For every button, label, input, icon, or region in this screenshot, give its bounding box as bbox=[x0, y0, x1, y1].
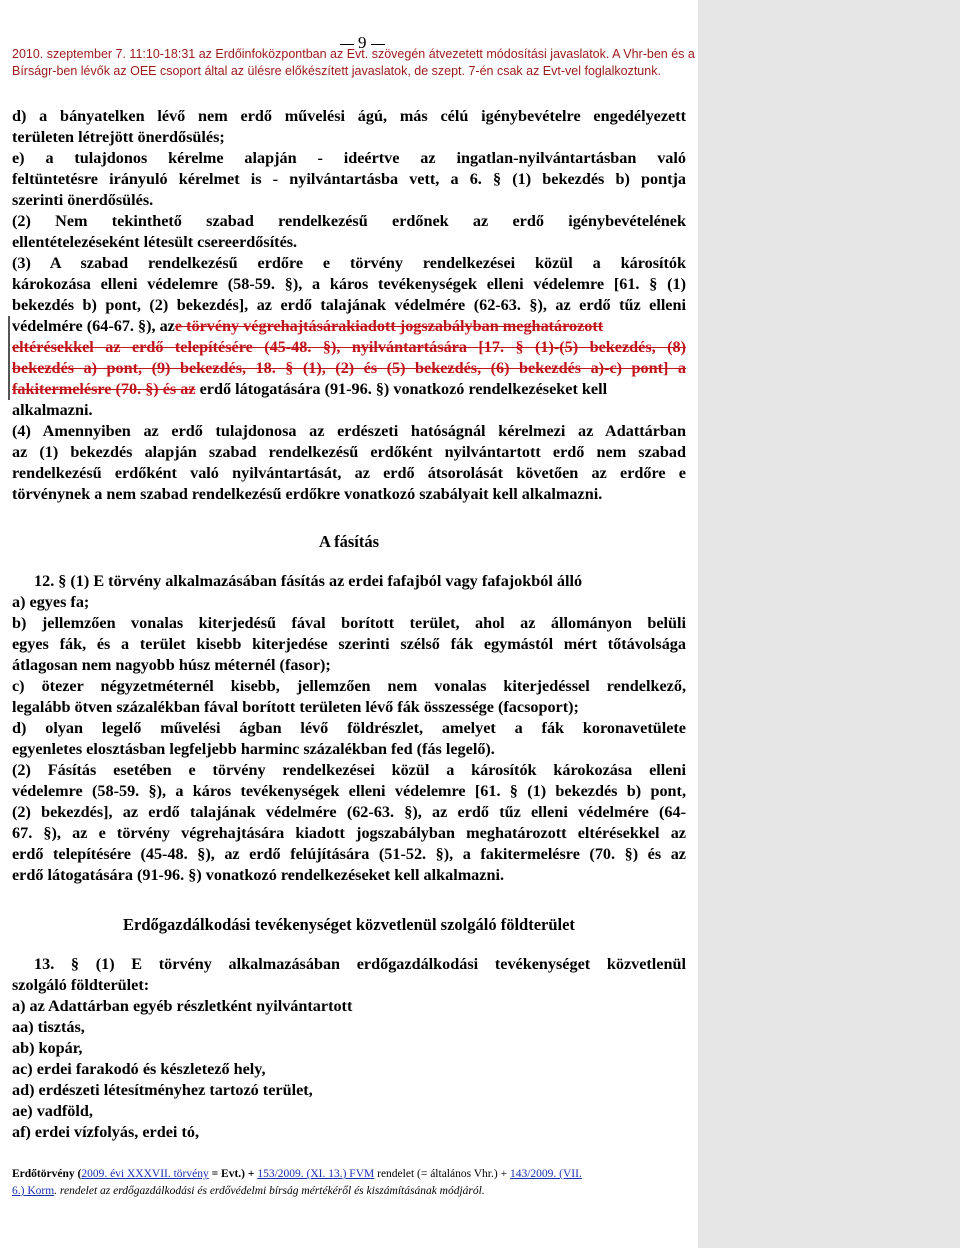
para-3-line-5-deleted: eltérésekkel az erdő telepítésére (45-48. §), nyilvántartására [17. § (1)-(5) bekezdés, (8) bbox=[12, 338, 686, 356]
para-2-line-1: (2) Nem tekinthető szabad rendelkezésű erdőnek az erdő igénybevételének bbox=[12, 212, 686, 230]
s12-line-5: átlagosan nem nagyobb húsz méternél (fasor); bbox=[12, 656, 331, 674]
s13-line-6: ac) erdei farakodó és készletező hely, bbox=[12, 1060, 266, 1078]
law-link[interactable]: 2009. évi XXXVII. törvény bbox=[81, 1168, 209, 1180]
para-4-line-4: törvénynek a nem szabad rendelkezésű erdőkre vonatkozó szabályait kell alkalmazni. bbox=[12, 485, 603, 503]
s13-line-5: ab) kopár, bbox=[12, 1039, 83, 1057]
s12-line-11: védelemre (58-59. §), a káros tevékenységek elleni védelemre [61. § (1) bekezdés b) pont, bbox=[12, 782, 686, 800]
s13-line-9: af) erdei vízfolyás, erdei tó, bbox=[12, 1123, 199, 1141]
para-3-line-3: bekezdés b) pont, (2) bekezdés], az erdő talajának védelmére (62-63. §), az erdő tűz elleni bbox=[12, 296, 686, 314]
s13-line-2: szolgáló földterület: bbox=[12, 976, 150, 994]
s13-line-8: ae) vadföld, bbox=[12, 1102, 93, 1120]
para-4-line-3: rendelkezésű erdőként való nyilvántartását, az erdő átsorolását követően az erdőre e bbox=[12, 464, 686, 482]
s12-line-6: c) ötezer négyzetméternél kisebb, jellemzően nem vonalas kiterjedéssel rendelkező, bbox=[12, 677, 686, 695]
s12-line-7: legalább ötven százalékban fával borított területen lévő fák összessége (facsoport); bbox=[12, 698, 579, 716]
s12-line-15: erdő látogatására (91-96. §) vonatkozó rendelkezéseket kell alkalmazni. bbox=[12, 866, 505, 884]
s12-line-8: d) olyan legelő művelési ágban lévő földrészlet, amelyet a fák koronavetülete bbox=[12, 719, 686, 737]
header-line-1: 2010. szeptember 7. 11:10-18:31 az Erdőinfoközpontban az Evt. szövegén átvezetett módosítási javaslatok. A Vhr-ben és a bbox=[12, 47, 695, 61]
para-e-line-2: feltüntetésre irányuló kérelmet is - nyilvántartásba vett, a 6. § (1) bekezdés b) pontja bbox=[12, 170, 686, 188]
s12-line-1: 12. § (1) E törvény alkalmazásában fásítás az erdei fafajból vagy fafajokból álló bbox=[34, 572, 583, 590]
para-d-line-2: területen létrejött önerdősülés; bbox=[12, 128, 225, 146]
s13-line-4: aa) tisztás, bbox=[12, 1018, 85, 1036]
section-heading-foldterulet: Erdőgazdálkodási tevékenységet közvetlenül szolgáló földterület bbox=[123, 915, 575, 934]
para-3-line-1: (3) A szabad rendelkezésű erdőre e törvény rendelkezései közül a károsítók bbox=[12, 254, 686, 272]
decree-link-korm[interactable]: 143/2009. (VII. bbox=[509, 1168, 582, 1180]
para-2-line-2: ellentételezéseként létesült csereerdősítés. bbox=[12, 233, 298, 251]
decree-link-korm-cont[interactable]: 6.) Korm bbox=[12, 1185, 55, 1197]
comment-sidebar bbox=[698, 0, 960, 1248]
section-heading-fasitas: A fásítás bbox=[318, 532, 380, 551]
s12-line-14: erdő telepítésére (45-48. §), az erdő felújítására (51-52. §), a fakitermelésre (70. §) és az bbox=[12, 845, 686, 863]
para-3-line-8: alkalmazni. bbox=[12, 401, 93, 419]
page-number: 9 bbox=[336, 33, 389, 53]
s12-line-10: (2) Fásítás esetében e törvény rendelkezései közül a károsítók károkozása elleni bbox=[12, 761, 686, 779]
deleted-text: e törvény végrehajtásárakiadott jogszabályban meghatározott bbox=[174, 317, 604, 335]
para-3-line-6-deleted: bekezdés a) pont, (9) bekezdés, 18. § (1), (2) és (5) bekezdés, (6) bekezdés a)-c) pont] a bbox=[12, 359, 686, 377]
footer-note: Erdőtörvény (2009. évi XXXVII. törvény = Evt.) + 153/2009. (XI. 13.) FVM rendelet (= általános Vhr.) + 143/2009. (VII. 6.) Korm. rendelet az erdőgazdálkodási és erdővédelmi bírság mértékéről és kiszámításának módjáról. bbox=[12, 1168, 582, 1197]
change-bar bbox=[8, 316, 10, 400]
s13-line-7: ad) erdészeti létesítményhez tartozó terület, bbox=[12, 1081, 313, 1099]
s13-line-1: 13. § (1) E törvény alkalmazásában erdőgazdálkodási tevékenységet közvetlenül bbox=[34, 955, 686, 973]
para-3-line-7: fakitermelésre (70. §) és az erdő látogatására (91-96. §) vonatkozó rendelkezéseket kell bbox=[12, 380, 608, 398]
para-e-line-1: e) a tulajdonos kérelme alapján - ideértve az ingatlan-nyilvántartásban való bbox=[12, 149, 686, 167]
s12-line-4: egyes fák, és a terület kisebb kiterjedése szerinti szélső fák egymástól mért tőtávolsága bbox=[12, 635, 686, 653]
deleted-text: fakitermelésre (70. §) és az bbox=[12, 380, 196, 398]
s12-line-12: (2) bekezdés], az erdő talajának védelmére (62-63. §), az erdő tűz elleni védelmére (64- bbox=[12, 803, 686, 821]
s12-line-3: b) jellemzően vonalas kiterjedésű fával borított terület, ahol az állományon belüli bbox=[12, 614, 686, 632]
s12-line-2: a) egyes fa; bbox=[12, 593, 90, 611]
para-4-line-1: (4) Amennyiben az erdő tulajdonosa az erdészeti hatóságnál kérelmezi az Adattárban bbox=[12, 422, 686, 440]
s12-line-13: 67. §), az e törvény végrehajtására kiadott jogszabályban meghatározott eltérésekkel az bbox=[12, 824, 686, 842]
para-d-line-1: d) a bányatelken lévő nem erdő művelési ágú, más célú igénybevételre engedélyezett bbox=[12, 107, 686, 125]
decree-link-fvm[interactable]: 153/2009. (XI. 13.) FVM bbox=[257, 1168, 375, 1180]
s13-line-3: a) az Adattárban egyéb részletként nyilvántartott bbox=[12, 997, 353, 1015]
s12-line-9: egyenletes elosztásban legfeljebb harminc százalékban fed (fás legelő). bbox=[12, 740, 495, 758]
para-e-line-3: szerinti önerdősülés. bbox=[12, 191, 154, 209]
para-3-line-4: védelmére (64-67. §), aze törvény végrehajtásárakiadott jogszabályban meghatározott bbox=[12, 317, 604, 335]
header-line-2: Bírságr-ben lévők az OEE csoport által az ülésre előkészített javaslatok, de szept. 7-én csak az Evt-vel foglalkoztunk. bbox=[12, 64, 661, 78]
para-3-line-2: károkozása elleni védelemre (58-59. §), a káros tevékenységek elleni védelemre [61. § (1) bbox=[12, 275, 686, 293]
para-4-line-2: az (1) bekezdés alapján szabad rendelkezésű erdőként nyilvántartott erdő nem szabad bbox=[12, 443, 686, 461]
